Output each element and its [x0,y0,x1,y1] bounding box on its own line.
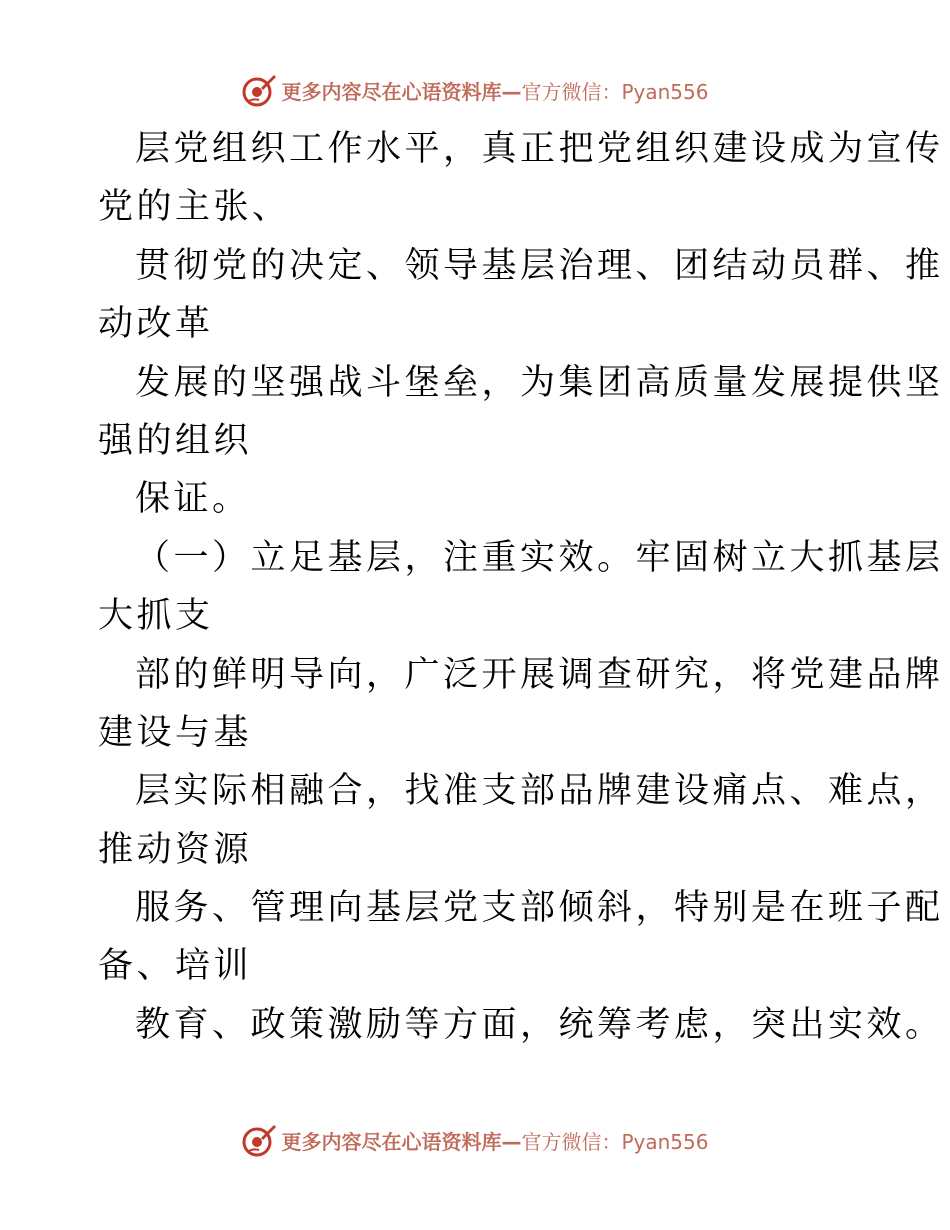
paragraph-line: 大抓支 [98,596,214,637]
header-banner [0,70,950,110]
paragraph-line: 动改革 [98,304,214,345]
paragraph-line: 层党组织工作水平，真正把党组织建设成为宣传 [135,129,944,169]
header-brand-text: 更多内容尽在心语资料库—官方微信：Pyan556 [281,79,709,104]
paragraph-line: 服务、管理向基层党支部倾斜，特别是在班子配 [135,888,944,929]
footer-banner [0,1120,950,1160]
paragraph-line: 推动资源 [98,829,253,870]
paragraph-line: 建设与基 [98,712,253,753]
paragraph-line: 层实际相融合，找准支部品牌建设痛点、难点， [135,771,944,812]
paragraph-line: 强的组织 [98,420,253,461]
document-body [98,120,944,1054]
paragraph-line: 贯彻党的决定、领导基层治理、团结动员群、推 [135,245,944,286]
paragraph-line: 备、培训 [98,946,253,987]
paragraph-line: 保证。 [135,479,251,520]
paragraph-line: 发展的坚强战斗堡垒，为集团高质量发展提供坚 [135,362,944,403]
paragraph-line: 党的主张、 [98,187,291,228]
writing-seal-logo-icon [241,1122,277,1158]
paragraph-line: 教育、政策激励等方面，统筹考虑，突出实效。 [135,1004,944,1045]
writing-seal-logo-icon [241,72,277,108]
paragraph-line: 部的鲜明导向，广泛开展调查研究，将党建品牌 [135,654,944,695]
footer-brand-text: 更多内容尽在心语资料库—官方微信：Pyan556 [281,1129,709,1154]
section-heading-line: （一）立足基层，注重实效。牢固树立大抓基层 [135,537,944,578]
